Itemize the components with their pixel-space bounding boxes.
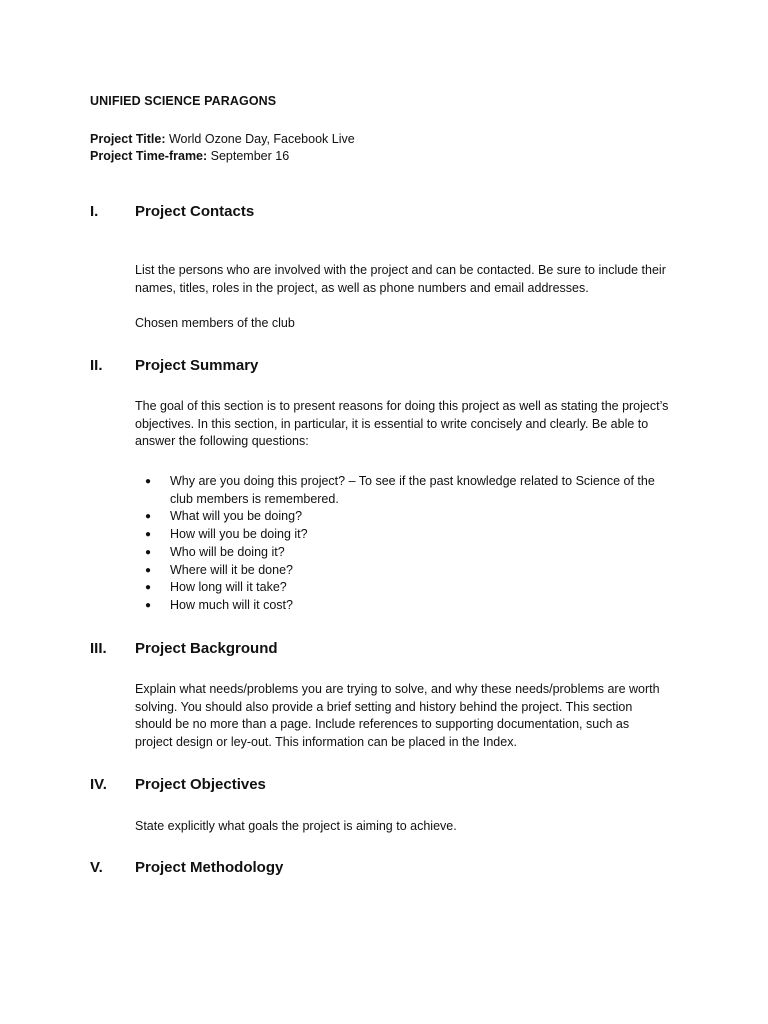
list-item-text: What will you be doing? <box>170 509 303 524</box>
questions-list <box>135 473 695 615</box>
list-item-text: How much will it cost? <box>170 597 293 612</box>
section-1-paragraph-2 <box>135 315 675 333</box>
list-item <box>135 508 695 526</box>
section-number-5: V. <box>90 859 103 876</box>
section-heading-project-objectives: Project Objectives <box>135 776 266 793</box>
list-item-text: Why are you doing this project? – To see if the past knowledge related to Science of the <box>170 474 655 488</box>
project-timeframe-line <box>90 149 289 163</box>
text-line: List the persons who are involved with the project and can be contacted. Be sure to include their <box>135 263 666 277</box>
text-line: Explain what needs/problems you are trying to solve, and why these needs/problems are worth <box>135 682 660 696</box>
list-item <box>135 544 695 562</box>
section-number-1: I. <box>90 203 99 220</box>
bullet-icon: ● <box>145 599 152 611</box>
project-title-label: Project Title: <box>90 132 166 146</box>
section-heading-project-methodology: Project Methodology <box>135 859 284 876</box>
bullet-icon: ● <box>145 582 152 594</box>
text-line: objectives. In this section, in particular, it is essential to write concisely and clearly. Be able to <box>135 416 649 431</box>
list-item-text: How long will it take? <box>170 580 287 595</box>
list-item-text: Where will it be done? <box>170 562 293 577</box>
list-item <box>135 579 695 597</box>
section-3-paragraph-1 <box>135 681 675 752</box>
section-heading-project-background: Project Background <box>135 640 278 657</box>
list-item <box>135 473 695 508</box>
text-line: project design or ley-out. This information can be placed in the Index. <box>135 735 517 750</box>
project-timeframe-label: Project Time-frame: <box>90 149 208 163</box>
text-line: Chosen members of the club <box>135 316 295 330</box>
list-item <box>135 562 695 580</box>
bullet-icon: ● <box>145 529 152 541</box>
text-line: answer the following questions: <box>135 434 309 449</box>
section-number-4: IV. <box>90 776 107 793</box>
section-4-paragraph-1 <box>135 818 675 836</box>
project-title-line <box>90 132 355 146</box>
list-item-text: How will you be doing it? <box>170 527 308 542</box>
organization-name: UNIFIED SCIENCE PARAGONS <box>90 94 277 108</box>
text-line: State explicitly what goals the project is aiming to achieve. <box>135 819 457 833</box>
text-line: solving. You should also provide a brief setting and history behind the project. This section <box>135 699 633 714</box>
list-item <box>135 526 695 544</box>
text-line: The goal of this section is to present reasons for doing this project as well as stating the project’s <box>135 399 669 413</box>
project-title-value: World Ozone Day, Facebook Live <box>165 132 355 146</box>
text-line: names, titles, roles in the project, as well as phone numbers and email addresses. <box>135 280 589 295</box>
project-timeframe-value: September 16 <box>207 149 290 163</box>
section-number-3: III. <box>90 640 107 657</box>
section-2-paragraph-1 <box>135 398 675 451</box>
bullet-icon: ● <box>145 564 152 576</box>
list-item <box>135 597 695 615</box>
section-heading-project-contacts: Project Contacts <box>135 203 255 220</box>
bullet-icon: ● <box>145 546 152 558</box>
section-heading-project-summary: Project Summary <box>135 357 259 374</box>
list-item-text: Who will be doing it? <box>170 544 285 559</box>
list-item-text: club members is remembered. <box>170 491 339 506</box>
bullet-icon: ● <box>145 476 152 487</box>
section-1-paragraph-1 <box>135 262 675 297</box>
text-line: should be no more than a page. Include references to supporting documentation, such as <box>135 717 630 732</box>
bullet-icon: ● <box>145 511 152 523</box>
section-number-2: II. <box>90 357 103 374</box>
